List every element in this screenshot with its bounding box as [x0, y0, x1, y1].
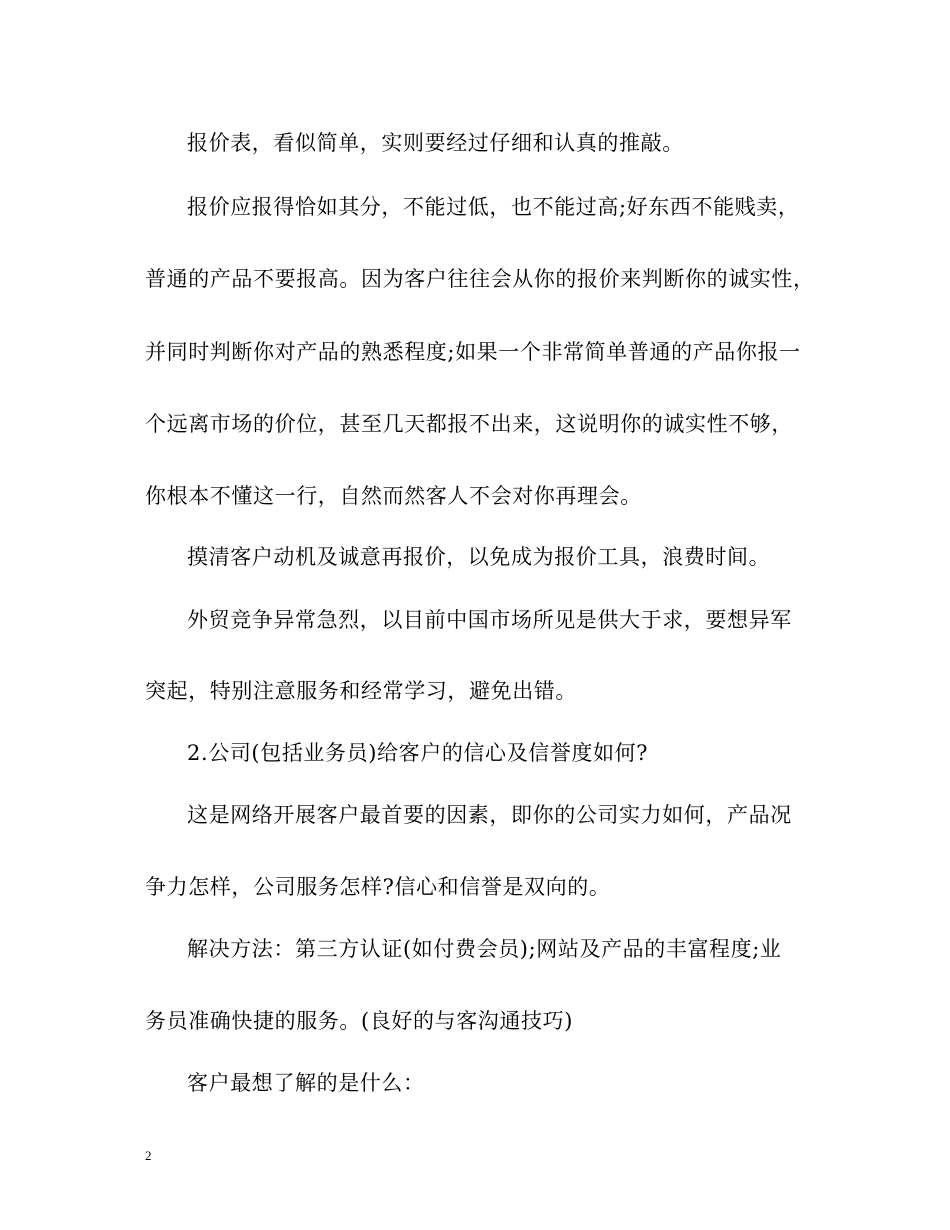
paragraph-line: 争力怎样，公司服务怎样?信心和信誉是双向的。	[145, 875, 611, 899]
paragraph-line: 解决方法：第三方认证(如付费会员);网站及产品的丰富程度;业	[187, 937, 782, 961]
paragraph-line: 这是网络开展客户最首要的因素，即你的公司实力如何，产品况	[187, 803, 792, 827]
paragraph-line: 普通的产品不要报高。因为客户往往会从你的报价来判断你的诚实性，	[145, 267, 815, 291]
section-heading: 2.公司(包括业务员)给客户的信心及信誉度如何?	[187, 741, 649, 765]
paragraph-line: 并同时判断你对产品的熟悉程度;如果一个非常简单普通的产品你报一	[145, 340, 801, 364]
paragraph-line: 个远离市场的价位，甚至几天都报不出来，这说明你的诚实性不够，	[145, 412, 793, 436]
paragraph-line: 外贸竞争异常急烈，以目前中国市场所见是供大于求，要想异军	[187, 608, 792, 632]
paragraph-line: 你根本不懂这一行，自然而然客人不会对你再理会。	[145, 484, 642, 508]
paragraph-line: 务员准确快捷的服务。(良好的与客沟通技巧)	[145, 1009, 573, 1033]
paragraph-line: 报价应报得恰如其分，不能过低，也不能过高;好东西不能贱卖，	[187, 195, 800, 219]
paragraph-line: 摸清客户动机及诚意再报价，以免成为报价工具，浪费时间。	[187, 545, 771, 569]
paragraph-line: 客户最想了解的是什么：	[187, 1071, 425, 1095]
page-number: 2	[145, 1148, 152, 1163]
paragraph-line: 突起，特别注意服务和经常学习，避免出错。	[145, 679, 577, 703]
paragraph-line: 报价表，看似简单，实则要经过仔细和认真的推敲。	[187, 131, 684, 155]
